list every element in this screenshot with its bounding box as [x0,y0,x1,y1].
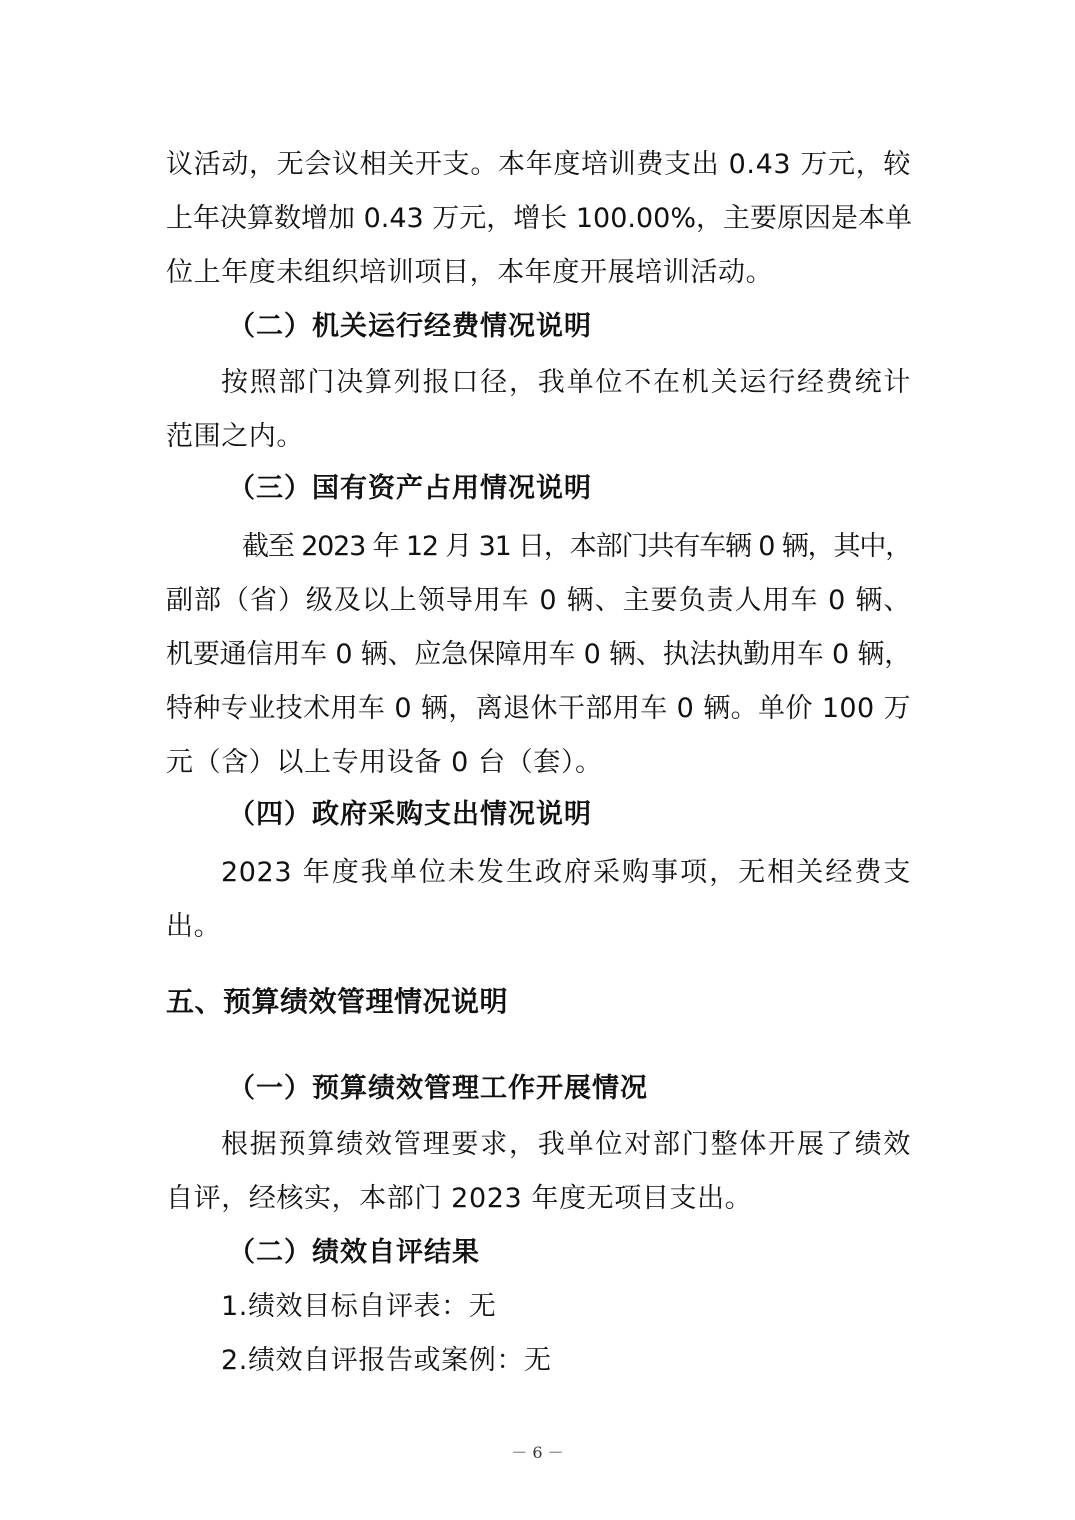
paragraph-line: 元（含）以上专用设备 0 台（套）。 [166,747,603,778]
list-item: 1.绩效目标自评表：无 [221,1291,497,1322]
subheading-procurement: （四）政府采购支出情况说明 [228,799,592,830]
paragraph-line: 范围之内。 [166,421,304,452]
paragraph-line: 特种专业技术用车 0 辆，离退休干部用车 0 辆。单价 100 万 [166,693,911,724]
paragraph-line: 按照部门决算列报口径，我单位不在机关运行经费统计 [221,367,911,398]
section-heading-performance: 五、预算绩效管理情况说明 [166,985,509,1018]
paragraph-line: 出。 [166,911,222,942]
paragraph-line: 机要通信用车 0 辆、应急保障用车 0 辆、执法执勤用车 0 辆， [166,639,911,670]
subheading-admin-expense: （二）机关运行经费情况说明 [228,311,592,342]
paragraph-line: 上年决算数增加 0.43 万元，增长 100.00%，主要原因是本单 [166,203,912,234]
paragraph-line: 2023 年度我单位未发生政府采购事项，无相关经费支 [221,857,911,888]
page-number: － 6 － [511,1443,564,1462]
paragraph-line: 位上年度未组织培训项目，本年度开展培训活动。 [166,257,774,288]
list-item: 2.绩效自评报告或案例：无 [221,1345,552,1376]
subheading-self-evaluation: （二）绩效自评结果 [228,1237,480,1268]
paragraph-line: 议活动，无会议相关开支。本年度培训费支出 0.43 万元，较 [166,149,911,180]
subheading-state-assets: （三）国有资产占用情况说明 [228,473,592,504]
paragraph-line: 副部（省）级及以上领导用车 0 辆、主要负责人用车 0 辆、 [166,585,911,616]
paragraph-line: 自评，经核实，本部门 2023 年度无项目支出。 [166,1183,753,1214]
paragraph-line: 根据预算绩效管理要求，我单位对部门整体开展了绩效 [221,1129,911,1160]
subheading-performance-work: （一）预算绩效管理工作开展情况 [228,1073,648,1104]
paragraph-line: 截至 2023 年 12 月 31 日，本部门共有车辆 0 辆，其中， [242,531,911,562]
